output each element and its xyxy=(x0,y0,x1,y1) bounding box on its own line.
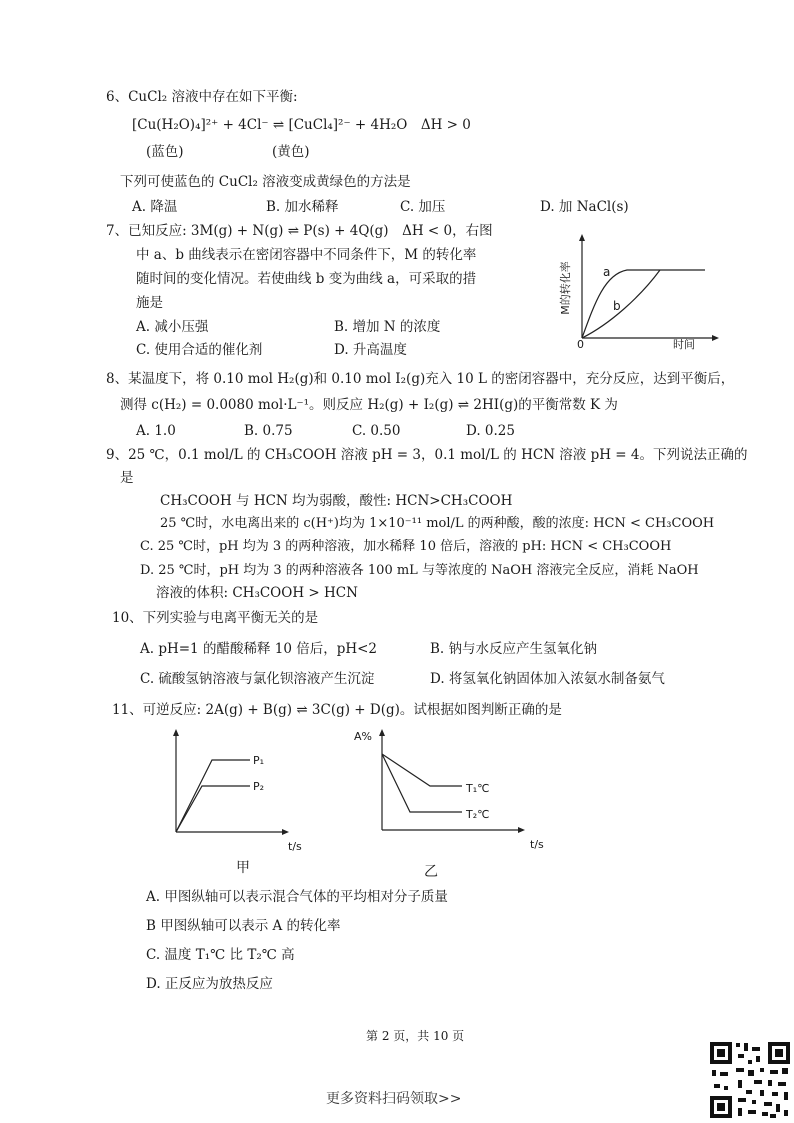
jia-line-p1 xyxy=(176,760,250,832)
q7-label-a: a xyxy=(603,265,611,279)
q6-option-c: C. 加压 xyxy=(400,199,446,215)
jia-xlabel: t/s xyxy=(288,840,302,853)
q10-stem: 10、下列实验与电离平衡无关的是 xyxy=(112,610,319,626)
q10-option-c: C. 硫酸氢钠溶液与氯化钡溶液产生沉淀 xyxy=(140,671,375,687)
yi-caption: 乙 xyxy=(424,864,438,880)
q11-graph-jia xyxy=(160,726,320,878)
q7-x-arrow xyxy=(712,335,719,341)
yi-line-t1 xyxy=(382,754,462,786)
q10-option-b: B. 钠与水反应产生氢氧化钠 xyxy=(430,641,598,657)
q6-stem: 6、CuCl₂ 溶液中存在如下平衡: xyxy=(106,89,298,105)
jia-y-arrow xyxy=(173,729,179,736)
q7-line3: 随时间的变化情况。若使曲线 b 变为曲线 a，可采取的措 xyxy=(136,271,477,287)
q7-line2: 中 a、b 曲线表示在密闭容器中不同条件下，M 的转化率 xyxy=(136,247,477,263)
q7-line1: 7、已知反应: 3M(g) + N(g) ⇌ P(s) + 4Q(g) ΔH < 0，右图 xyxy=(106,223,493,239)
q7-line4: 施是 xyxy=(136,295,163,311)
q9-line1: 9、25 ℃，0.1 mol/L 的 CH₃COOH 溶液 pH = 3，0.1 mol/L 的 HCN 溶液 pH = 4。下列说法正确的 xyxy=(106,447,748,463)
q6-option-d: D. 加 NaCl(s) xyxy=(540,199,629,215)
page-number: 第 2 页，共 10 页 xyxy=(366,1029,465,1043)
q7-option-b: B. 增加 N 的浓度 xyxy=(334,319,441,335)
q6-option-a: A. 降温 xyxy=(132,199,178,215)
q11-graph-yi xyxy=(350,726,560,878)
jia-label-p2: P₂ xyxy=(253,780,265,793)
q7-curve-b xyxy=(582,270,660,338)
qr-code[interactable] xyxy=(708,1040,792,1120)
q7-option-a: A. 减小压强 xyxy=(136,319,209,335)
yi-xlabel: t/s xyxy=(530,838,544,851)
q6-label-yellow: (黄色) xyxy=(272,144,310,160)
q11-option-d: D. 正反应为放热反应 xyxy=(146,976,273,992)
q6-equation: [Cu(H₂O)₄]²⁺ + 4Cl⁻ ⇌ [CuCl₄]²⁻ + 4H₂O ΔH > 0 xyxy=(132,117,471,133)
yi-label-t2: T₂℃ xyxy=(466,808,490,821)
q6-question: 下列可使蓝色的 CuCl₂ 溶液变成黄绿色的方法是 xyxy=(120,174,411,190)
q9-line2: 是 xyxy=(120,470,134,486)
jia-label-p1: P₁ xyxy=(253,754,265,767)
yi-label-t1: T₁℃ xyxy=(466,782,490,795)
q7-option-d: D. 升高温度 xyxy=(334,342,407,358)
q7-origin: 0 xyxy=(577,338,584,351)
q7-option-c: C. 使用合适的催化剂 xyxy=(136,342,263,358)
q8-option-d: D. 0.25 xyxy=(466,423,515,439)
jia-x-arrow xyxy=(282,829,289,835)
q7-graph xyxy=(555,232,725,350)
jia-caption: 甲 xyxy=(236,860,250,876)
q11-option-a: A. 甲图纵轴可以表示混合气体的平均相对分子质量 xyxy=(146,889,448,905)
q9-option-a: CH₃COOH 与 HCN 均为弱酸，酸性: HCN>CH₃COOH xyxy=(160,493,513,509)
yi-x-arrow xyxy=(518,827,525,833)
q11-stem: 11、可逆反应: 2A(g) + B(g) ⇌ 3C(g) + D(g)。试根据如图判断正确的是 xyxy=(112,702,562,718)
q11-option-b: B 甲图纵轴可以表示 A 的转化率 xyxy=(146,918,341,934)
q8-line1: 8、某温度下，将 0.10 mol H₂(g)和 0.10 mol I₂(g)充入 10 L 的密闭容器中，充分反应，达到平衡后， xyxy=(106,371,735,387)
q9-option-b: 25 ℃时，水电离出来的 c(H⁺)均为 1×10⁻¹¹ mol/L 的两种酸，酸的浓度: HCN < CH₃COOH xyxy=(160,516,715,531)
q9-option-d-line1: D. 25 ℃时，pH 均为 3 的两种溶液各 100 mL 与等浓度的 NaOH 溶液完全反应，消耗 NaOH xyxy=(140,563,699,578)
q6-option-b: B. 加水稀释 xyxy=(266,199,339,215)
q10-option-a: A. pH=1 的醋酸稀释 10 倍后，pH<2 xyxy=(140,641,378,657)
q8-option-a: A. 1.0 xyxy=(136,423,176,439)
q9-option-d-line2: 溶液的体积: CH₃COOH > HCN xyxy=(156,585,358,601)
q8-option-b: B. 0.75 xyxy=(244,423,293,439)
promo-text: 更多资料扫码领取>> xyxy=(326,1091,462,1107)
q7-ylabel: M的转化率 xyxy=(559,261,572,315)
q8-option-c: C. 0.50 xyxy=(352,423,401,439)
q7-y-arrow xyxy=(579,234,585,241)
q9-option-c: C. 25 ℃时，pH 均为 3 的两种溶液，加水稀释 10 倍后，溶液的 pH: HCN < CH₃COOH xyxy=(140,539,672,554)
q7-xlabel: 时间 xyxy=(673,338,695,351)
yi-y-arrow xyxy=(379,729,385,736)
q7-label-b: b xyxy=(613,299,621,313)
q6-label-blue: (蓝色) xyxy=(146,144,184,160)
q8-line2: 测得 c(H₂) = 0.0080 mol·L⁻¹。则反应 H₂(g) + I₂(g) ⇌ 2HI(g)的平衡常数 K 为 xyxy=(120,397,618,413)
q10-option-d: D. 将氢氧化钠固体加入浓氨水制备氨气 xyxy=(430,671,665,687)
yi-ylabel: A% xyxy=(354,730,372,743)
q11-option-c: C. 温度 T₁℃ 比 T₂℃ 高 xyxy=(146,947,295,963)
